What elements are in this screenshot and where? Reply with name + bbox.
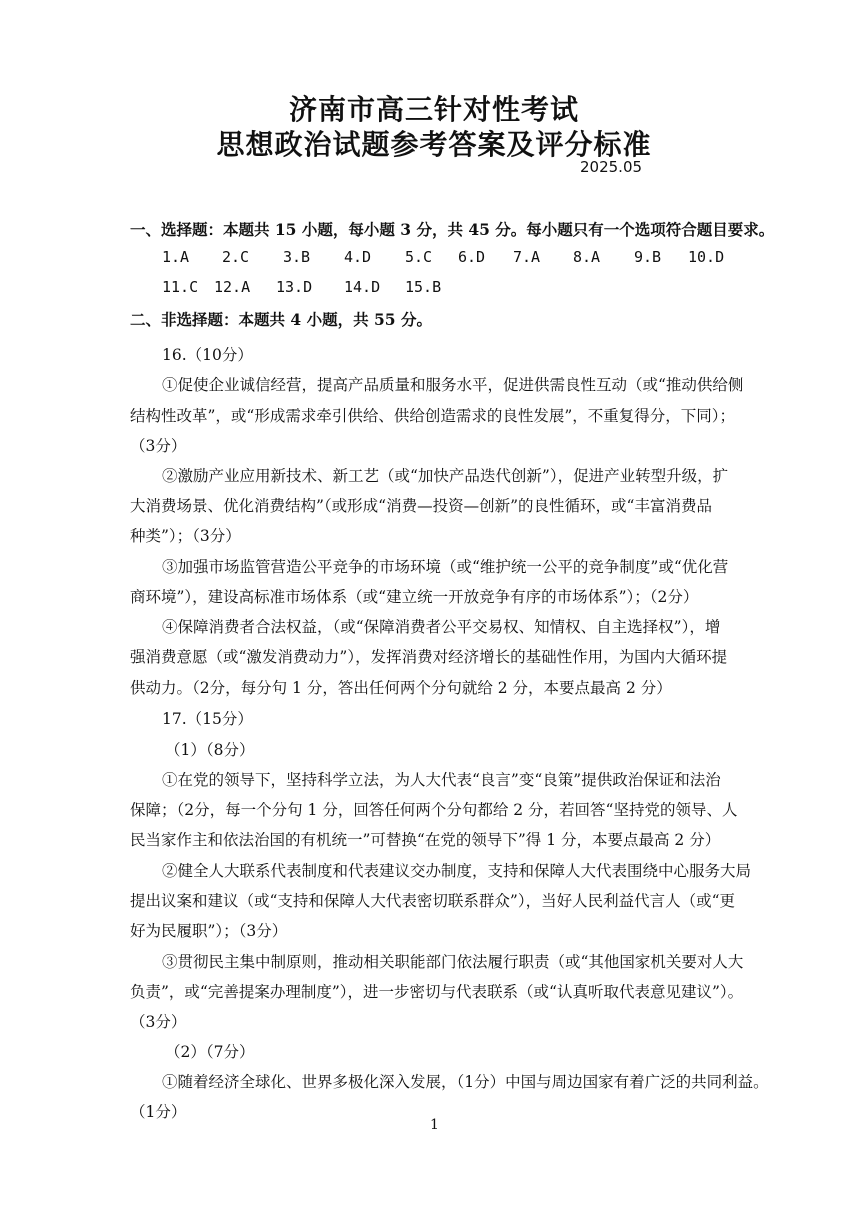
q17-line: 好为民履职”）；（3分）: [130, 922, 288, 940]
answer-item: 3.B: [283, 248, 311, 266]
question-17-part2-title: （2）（7分）: [165, 1043, 255, 1061]
q17-line: 负责”，或“完善提案办理制度”），进一步密切与代表联系（或“认真听取代表意见建议”）。: [130, 983, 744, 1001]
q16-line: 大消费场景、优化消费结构”（或形成“消费—投资—创新”的良性循环，或“丰富消费品: [130, 497, 712, 515]
answer-item: 6.D: [458, 248, 486, 266]
q16-line: 种类”）；（3分）: [130, 527, 241, 545]
section1-heading: 一、选择题：本题共 15 小题，每小题 3 分，共 45 分。每小题只有一个选项符合题目要求。: [130, 220, 775, 239]
q16-line: 供动力。（2分，每分句 1 分，答出任何两个分句就给 2 分，本要点最高 2 分）: [130, 679, 672, 697]
answer-item: 15.B: [405, 278, 442, 296]
answer-item: 13.D: [276, 278, 313, 296]
q16-line: （3分）: [130, 437, 187, 455]
q17-line: 保障；（2分，每一个分句 1 分，回答任何两个分句都给 2 分，若回答“坚持党的领导、人: [130, 801, 738, 819]
answer-item: 8.A: [573, 248, 601, 266]
q16-line: ①促使企业诚信经营，提高产品质量和服务水平，促进供需良性互动（或“推动供给侧: [162, 376, 744, 394]
q16-line: 结构性改革”，或“形成需求牵引供给、供给创造需求的良性发展”，不重复得分，下同）；: [130, 407, 736, 425]
question-17-part1-title: （1）（8分）: [165, 741, 255, 759]
q17-line: ③贯彻民主集中制原则，推动相关职能部门依法履行职责（或“其他国家机关要对人大: [162, 953, 744, 971]
question-17-title: 17.（15分）: [162, 710, 253, 728]
document-date: 2025.05: [580, 158, 643, 176]
q17-line: 提出议案和建议（或“支持和保障人大代表密切联系群众”），当好人民利益代言人（或“更: [130, 892, 736, 910]
q17-line: ②健全人大联系代表制度和代表建议交办制度，支持和保障人大代表围绕中心服务大局: [162, 862, 752, 880]
q17-line: ①随着经济全球化、世界多极化深入发展，（1分）中国与周边国家有着广泛的共同利益。: [162, 1073, 769, 1091]
q16-line: ③加强市场监管营造公平竞争的市场环境（或“维护统一公平的竞争制度”或“优化营: [162, 558, 729, 576]
q16-line: ②激励产业应用新技术、新工艺（或“加快产品迭代创新”），促进产业转型升级，扩: [162, 467, 729, 485]
document-title-line1: 济南市高三针对性考试: [288, 93, 579, 126]
answer-item: 1.A: [162, 248, 190, 266]
q16-line: 强消费意愿（或“激发消费动力”），发挥消费对经济增长的基础性作用，为国内大循环提: [130, 648, 728, 666]
q16-line: 商环境”），建设高标准市场体系（或“建立统一开放竞争有序的市场体系”）；（2分）: [130, 588, 699, 606]
answer-item: 14.D: [344, 278, 381, 296]
answer-item: 9.B: [634, 248, 662, 266]
q16-line: ④保障消费者合法权益，（或“保障消费者公平交易权、知情权、自主选择权”），增: [162, 618, 721, 636]
page-number: 1: [430, 1117, 439, 1133]
q17-line: 民当家作主和依法治国的有机统一”可替换“在党的领导下”得 1 分，本要点最高 2 分）: [130, 831, 721, 849]
answer-item: 5.C: [405, 248, 433, 266]
q17-line: ①在党的领导下，坚持科学立法，为人大代表“良言”变“良策”提供政治保证和法治: [162, 771, 721, 789]
answer-item: 7.A: [513, 248, 541, 266]
answer-item: 2.C: [222, 248, 250, 266]
answer-item: 4.D: [344, 248, 372, 266]
question-16-title: 16.（10分）: [162, 346, 253, 364]
answer-item: 11.C: [162, 278, 199, 296]
q17-line: （1分）: [130, 1103, 187, 1121]
document-title-line2: 思想政治试题参考答案及评分标准: [216, 128, 652, 161]
answer-item: 10.D: [688, 248, 725, 266]
q17-line: （3分）: [130, 1013, 187, 1031]
section2-heading: 二、非选择题：本题共 4 小题，共 55 分。: [130, 310, 432, 329]
answer-item: 12.A: [214, 278, 251, 296]
